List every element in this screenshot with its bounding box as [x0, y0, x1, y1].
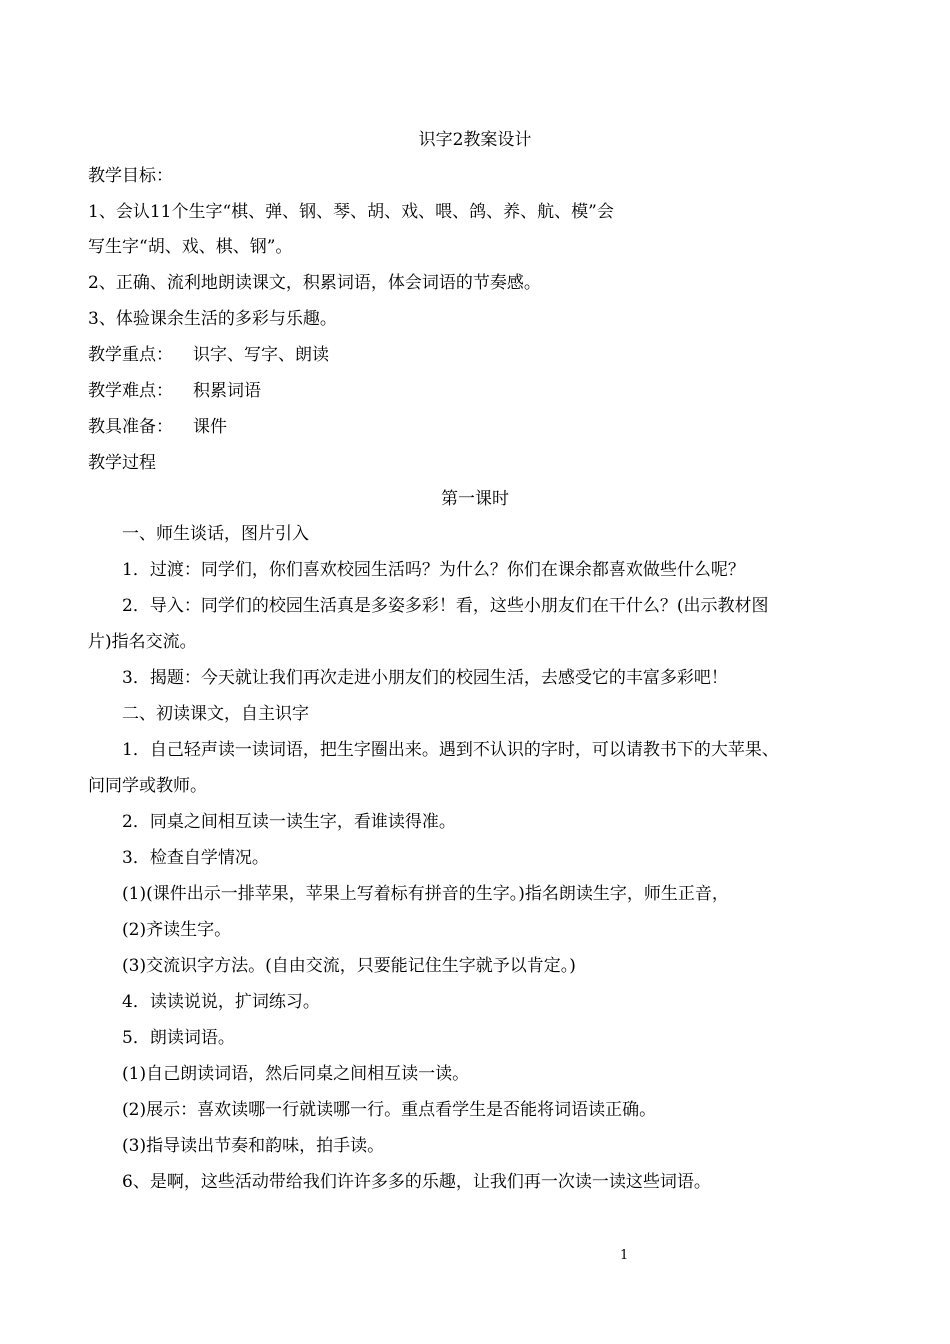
key-points-label: 教学重点： — [88, 345, 173, 365]
objective-1-line-2: 写生字“胡、戏、棋、钢”。 — [88, 237, 293, 257]
objective-3: 3、体验课余生活的多彩与乐趣。 — [88, 309, 337, 329]
section-2-item-5-sub-1: (1)自己朗读词语，然后同桌之间相互读一读。 — [122, 1064, 470, 1084]
section-2-item-1-line-2: 问同学或教师。 — [88, 776, 207, 796]
objective-2: 2、正确、流利地朗读课文，积累词语，体会词语的节奏感。 — [88, 273, 541, 293]
aids-row — [88, 415, 878, 439]
section-2-item-4: 4．读读说说，扩词练习。 — [122, 992, 320, 1012]
section-2-item-1-line-1: 1．自己轻声读一读词语，把生字圈出来。遇到不认识的字时，可以请教书下的大苹果、 — [122, 740, 779, 760]
key-points-value: 识字、写字、朗读 — [193, 345, 329, 365]
difficulties-value: 积累词语 — [193, 381, 261, 401]
section-2-item-3-sub-2: (2)齐读生字。 — [122, 920, 232, 940]
section-1-item-2-line-1: 2．导入：同学们的校园生活真是多姿多彩！看，这些小朋友们在干什么？(出示教材图 — [122, 596, 769, 616]
page-number: 1 — [620, 1248, 629, 1263]
section-1-item-2-line-2: 片)指名交流。 — [88, 632, 197, 652]
section-2-item-6: 6、是啊，这些活动带给我们许许多多的乐趣，让我们再一次读一读这些词语。 — [122, 1172, 711, 1192]
lesson-title: 第一课时 — [441, 489, 509, 509]
section-2-item-5: 5．朗读词语。 — [122, 1028, 235, 1048]
section-2-item-3-sub-3: (3)交流识字方法。(自由交流，只要能记住生字就予以肯定。) — [122, 956, 576, 976]
difficulties-label: 教学难点： — [88, 381, 173, 401]
section-2-item-5-sub-3: (3)指导读出节奏和韵味，拍手读。 — [122, 1136, 385, 1156]
section-1-item-3: 3．揭题：今天就让我们再次走进小朋友们的校园生活，去感受它的丰富多彩吧！ — [122, 668, 728, 688]
section-1-item-1: 1．过渡：同学们，你们喜欢校园生活吗？为什么？你们在课余都喜欢做些什么呢？ — [122, 560, 745, 580]
section-1-heading: 一、师生谈话，图片引入 — [122, 524, 309, 544]
section-2-item-5-sub-2: (2)展示：喜欢读哪一行就读哪一行。重点看学生是否能将词语读正确。 — [122, 1100, 657, 1120]
document-title: 识字2教案设计 — [418, 130, 532, 150]
aids-label: 教具准备： — [88, 417, 173, 437]
section-2-item-3-sub-1: (1)(课件出示一排苹果，苹果上写着标有拼音的生字。)指名朗读生字，师生正音， — [122, 884, 729, 904]
section-2-item-3: 3．检查自学情况。 — [122, 848, 269, 868]
process-heading: 教学过程 — [88, 453, 156, 473]
objective-1-line-1: 1、会认11个生字“棋、弹、钢、琴、胡、戏、喂、鸽、养、航、模”会 — [88, 202, 614, 222]
aids-value: 课件 — [193, 417, 227, 437]
section-2-heading: 二、初读课文，自主识字 — [122, 704, 309, 724]
section-2-item-2: 2．同桌之间相互读一读生字，看谁读得准。 — [122, 812, 456, 832]
difficulties-row — [88, 379, 878, 403]
key-points-row — [88, 343, 878, 367]
objectives-heading: 教学目标： — [88, 166, 173, 186]
